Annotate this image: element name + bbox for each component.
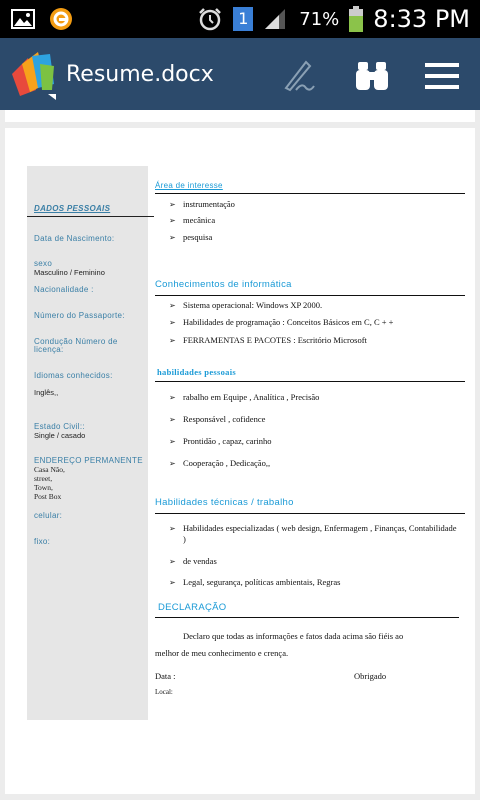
find-button[interactable]	[352, 56, 392, 96]
date-label: Data :	[155, 671, 176, 681]
binoculars-icon	[354, 58, 390, 94]
marital-status-value: Single / casado	[34, 431, 86, 440]
menu-icon	[425, 61, 459, 91]
address-label: ENDEREÇO PERMANENTE	[34, 456, 143, 465]
section-rule	[155, 193, 465, 194]
resume-sidebar	[27, 166, 148, 720]
pen-button[interactable]	[278, 56, 318, 96]
signal-icon	[263, 7, 289, 31]
marital-status-label: Estado Civil::	[34, 422, 85, 431]
nationality-label: Nacionalidade :	[34, 285, 94, 294]
list-item: ➢ FERRAMENTAS E PACOTES : Escritório Microsoft	[169, 335, 367, 345]
image-icon	[10, 6, 36, 32]
address-line: Town,	[34, 483, 53, 492]
pen-icon	[280, 58, 316, 94]
languages-value: Inglês,,	[34, 388, 59, 397]
menu-button[interactable]	[422, 56, 462, 96]
section-rule	[155, 513, 465, 514]
birth-date-label: Data de Nascimento:	[34, 234, 115, 243]
address-line: Casa Não,	[34, 465, 65, 474]
section-rule	[155, 617, 459, 618]
license-label-line2: licença:	[34, 345, 64, 354]
clock: 8:33 PM	[373, 5, 470, 33]
list-item: ➢ Habilidades especializadas ( web design, Enfermagem , Finanças, Contabilidade )	[169, 523, 457, 544]
mobile-label: celular:	[34, 511, 63, 520]
declaration-text: Declaro que todas as informações e fatos dada acima são fiéis ao	[183, 631, 404, 641]
calendar-icon	[233, 7, 253, 31]
polaris-logo-icon	[8, 50, 58, 100]
battery-percent: 71%	[299, 8, 340, 30]
list-item: ➢ de vendas	[169, 556, 217, 566]
declaration-text: melhor de meu conhecimento e crença.	[155, 648, 289, 658]
notification-badge: 1	[238, 9, 249, 28]
document-title: Resume.docx	[66, 62, 214, 87]
sex-label: sexo	[34, 259, 53, 268]
landline-label: fixo:	[34, 537, 51, 546]
address-line: street,	[34, 474, 53, 483]
place-label: Local:	[155, 688, 173, 696]
languages-label: Idiomas conhecidos:	[34, 371, 113, 380]
list-item: ➢ pesquisa	[169, 232, 213, 242]
computer-skills-heading: Conhecimentos de informática	[155, 279, 292, 290]
personal-skills-heading: habilidades pessoais	[157, 367, 236, 377]
list-item: ➢ Cooperação , Dedicação,,	[169, 458, 271, 468]
list-item: ➢ mecânica	[169, 215, 216, 225]
passport-label: Número do Passaporte:	[34, 311, 125, 320]
technical-skills-heading: Habilidades técnicas / trabalho	[155, 497, 294, 508]
status-bar	[0, 0, 480, 38]
sex-value: Masculino / Feminino	[34, 268, 105, 277]
address-line: Post Box	[34, 492, 62, 501]
list-item: ➢ Prontidão , capaz, carinho	[169, 436, 272, 446]
list-item: ➢ rabalho em Equipe , Analítica , Precisão	[169, 392, 320, 402]
declaration-heading: DECLARAÇÃO	[158, 602, 227, 613]
list-item: ➢ Responsável , cofidence	[169, 414, 266, 424]
document-page[interactable]	[5, 128, 475, 794]
app-notification-icon	[48, 6, 74, 32]
dados-pessoais-heading: DADOS PESSOAIS	[34, 204, 111, 213]
battery-icon	[349, 6, 363, 32]
previous-page-edge	[5, 110, 475, 122]
interest-area-heading: Área de interesse	[155, 181, 223, 190]
list-item: ➢ Habilidades de programação : Conceitos Básicos em C, C + +	[169, 317, 394, 327]
alarm-icon	[197, 6, 223, 32]
section-rule	[155, 381, 465, 382]
list-item: ➢ Legal, segurança, políticas ambientais, Regras	[169, 577, 341, 587]
license-label-line1: Condução Número de	[34, 337, 118, 346]
list-item: ➢ Sistema operacional: Windows XP 2000.	[169, 300, 323, 310]
app-bar	[0, 38, 480, 110]
sidebar-divider	[27, 216, 154, 217]
thanks-text: Obrigado	[354, 671, 387, 681]
section-rule	[155, 295, 465, 296]
list-item: ➢ instrumentação	[169, 199, 235, 209]
